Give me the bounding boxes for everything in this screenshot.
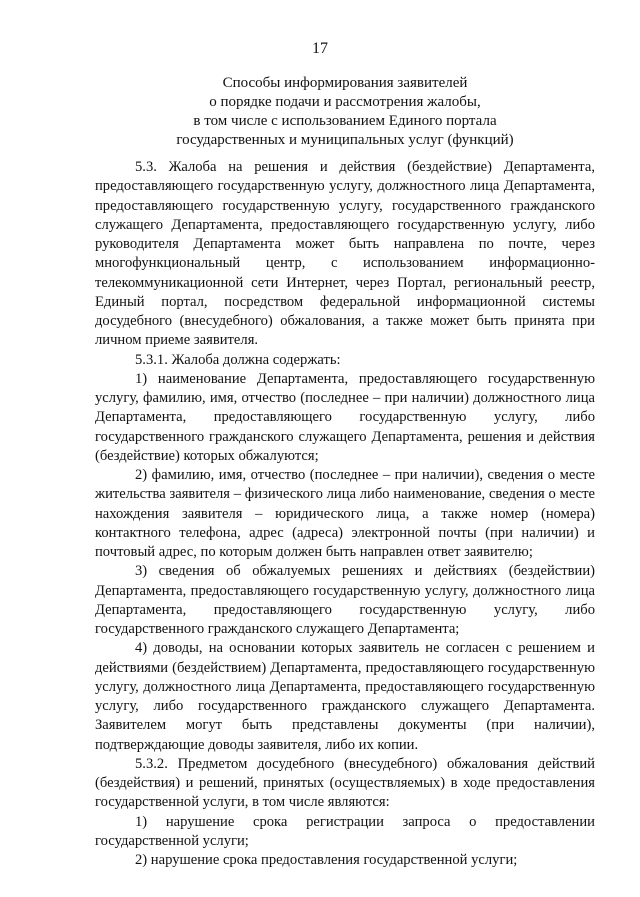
- subject-item-2: 2) нарушение срока предоставления государственной услуги;: [135, 852, 518, 868]
- list-item-2: 2) фамилию, имя, отчество (последнее – при наличии), сведения о месте жительства заявителя – физического лица либо наименование, сведения о месте нахождения заявителя – юридического лица, а также номер (номера) контактного телефона, адрес (адреса) электронной почты (при наличии) и почтовый адрес, по которым должен быть направлен ответ заявителю;: [95, 467, 595, 560]
- subject-item-1: 1) нарушение срока регистрации запроса о предоставлении государственной услуги;: [95, 813, 595, 849]
- list-item-4: 4) доводы, на основании которых заявитель не согласен с решением и действиями (бездействием) Департамента, предоставляющего государственную услугу, должностного лица Департамента, предоставляющего государственную услугу, либо государственного гражданского служащего Департамента. Заявителем могут быть представлены документы (при наличии), подтверждающие доводы заявителя, либо их копии.: [95, 640, 595, 753]
- heading-line: о порядке подачи и рассмотрения жалобы,: [209, 94, 481, 110]
- paragraph-5-3: 5.3. Жалоба на решения и действия (бездействие) Департамента, предоставляющего государственную услугу, должностного лица Департамента, предоставляющего государственную услугу, государственного гражданского служащего Департамента, предоставляющего государственную услугу, либо руководителя Департамента может быть направлена по почте, через многофункциональный центр, с использованием информационно-телекоммуникационной сети Интернет, через Портал, региональный реестр, Единый портал, посредством федеральной информационной системы досудебного (внесудебного) обжалования, а также может быть принята при личном приеме заявителя.: [95, 159, 595, 349]
- section-heading: [70, 74, 620, 150]
- list-item-1: 1) наименование Департамента, предоставляющего государственную услугу, фамилию, имя, отчество (последнее – при наличии) должностного лица Департамента, предоставляющего государственную услугу, либо государственного гражданского служащего Департамента, решения и действия (бездействие) которых обжалуются;: [95, 370, 595, 464]
- list-item-3: 3) сведения об обжалуемых решениях и действиях (бездействии) Департамента, предоставляющего государственную услугу, должностного лица Департамента, предоставляющего государственную услугу, либо государственного гражданского служащего Департамента;: [95, 563, 595, 637]
- heading-line: Способы информирования заявителей: [222, 75, 468, 91]
- paragraph-5-3-2: 5.3.2. Предметом досудебного (внесудебного) обжалования действий (бездействия) и решений, принятых (осуществляемых) в ходе предоставления государственной услуги, в том числе являются:: [95, 755, 595, 811]
- document-body: [95, 158, 595, 870]
- paragraph-5-3-1: 5.3.1. Жалоба должна содержать:: [135, 351, 341, 368]
- page-number: 17: [312, 40, 328, 57]
- heading-line: государственных и муниципальных услуг (функций): [176, 132, 514, 148]
- heading-line: в том числе с использованием Единого портала: [193, 113, 497, 129]
